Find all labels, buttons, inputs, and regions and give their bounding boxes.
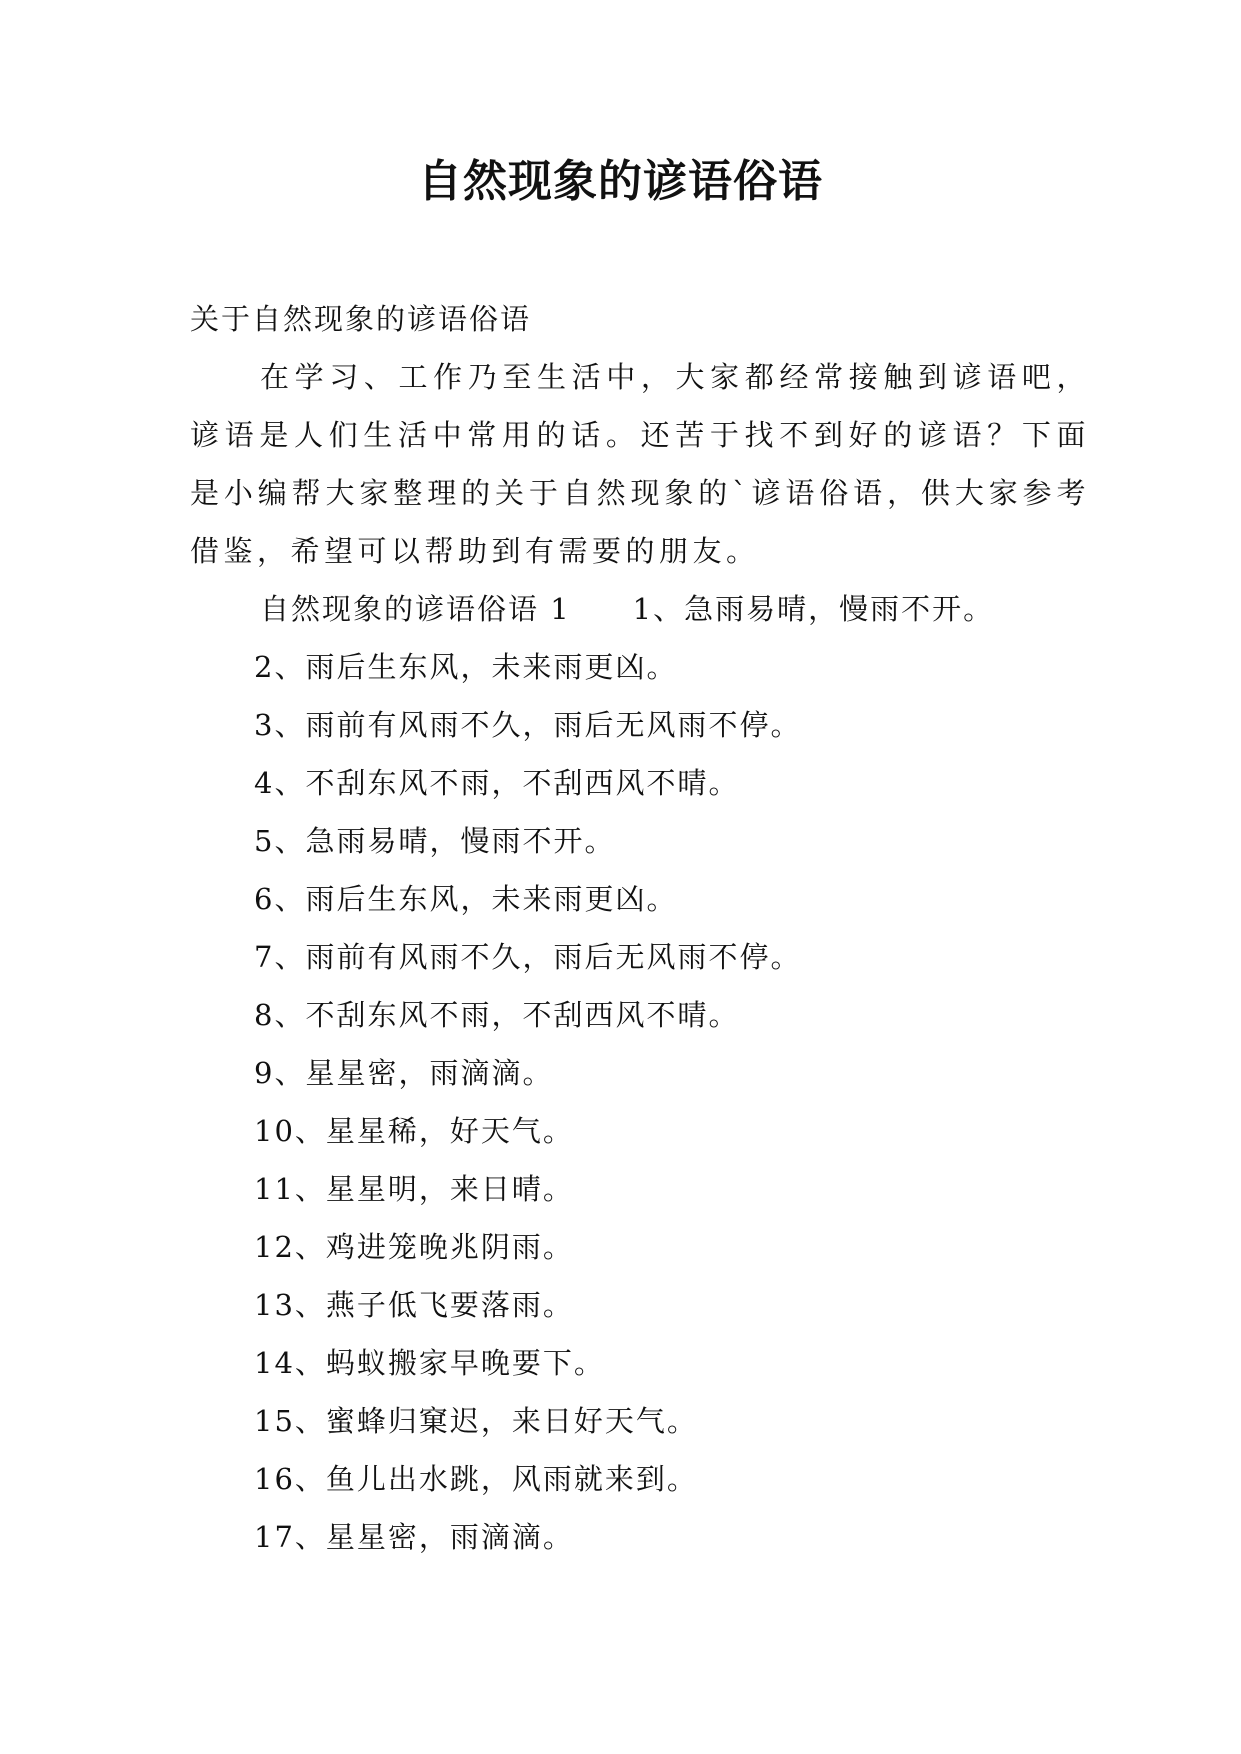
proverb-item: 7、雨前有风雨不久，雨后无风雨不停。 <box>254 940 802 974</box>
proverb-item: 14、蚂蚁搬家早晚要下。 <box>254 1346 605 1380</box>
document-subtitle: 关于自然现象的谚语俗语 <box>190 302 532 336</box>
proverb-item: 9、星星密，雨滴滴。 <box>254 1056 554 1090</box>
section-heading-line <box>190 580 1090 638</box>
proverb-item: 3、雨前有风雨不久，雨后无风雨不停。 <box>254 708 802 742</box>
proverb-list <box>190 638 1090 1566</box>
intro-paragraph: 在学习、工作乃至生活中，大家都经常接触到谚语吧，谚语是人们生活中常用的话。还苦于找不到好的谚语？下面是小编帮大家整理的关于自然现象的`谚语俗语，供大家参考借鉴，希望可以帮助到有需要的朋友。 <box>190 360 1090 568</box>
page-title: 自然现象的谚语俗语 <box>418 156 823 207</box>
document-body <box>190 290 1090 1566</box>
proverb-item: 6、雨后生东风，未来雨更凶。 <box>254 882 678 916</box>
section-heading: 自然现象的谚语俗语 1 <box>260 592 571 626</box>
proverb-item: 4、不刮东风不雨，不刮西风不晴。 <box>254 766 740 800</box>
proverb-item: 10、星星稀，好天气。 <box>254 1114 574 1148</box>
first-proverb-item: 1、急雨易晴，慢雨不开。 <box>632 592 995 626</box>
proverb-item: 5、急雨易晴，慢雨不开。 <box>254 824 616 858</box>
proverb-item: 2、雨后生东风，未来雨更凶。 <box>254 650 678 684</box>
proverb-item: 8、不刮东风不雨，不刮西风不晴。 <box>254 998 740 1032</box>
proverb-item: 11、星星明，来日晴。 <box>254 1172 574 1206</box>
proverb-item: 13、燕子低飞要落雨。 <box>254 1288 574 1322</box>
proverb-item: 12、鸡进笼晚兆阴雨。 <box>254 1230 574 1264</box>
proverb-item: 15、蜜蜂归窠迟，来日好天气。 <box>254 1404 698 1438</box>
proverb-item: 17、星星密，雨滴滴。 <box>254 1520 574 1554</box>
proverb-item: 16、鱼儿出水跳，风雨就来到。 <box>254 1462 698 1496</box>
